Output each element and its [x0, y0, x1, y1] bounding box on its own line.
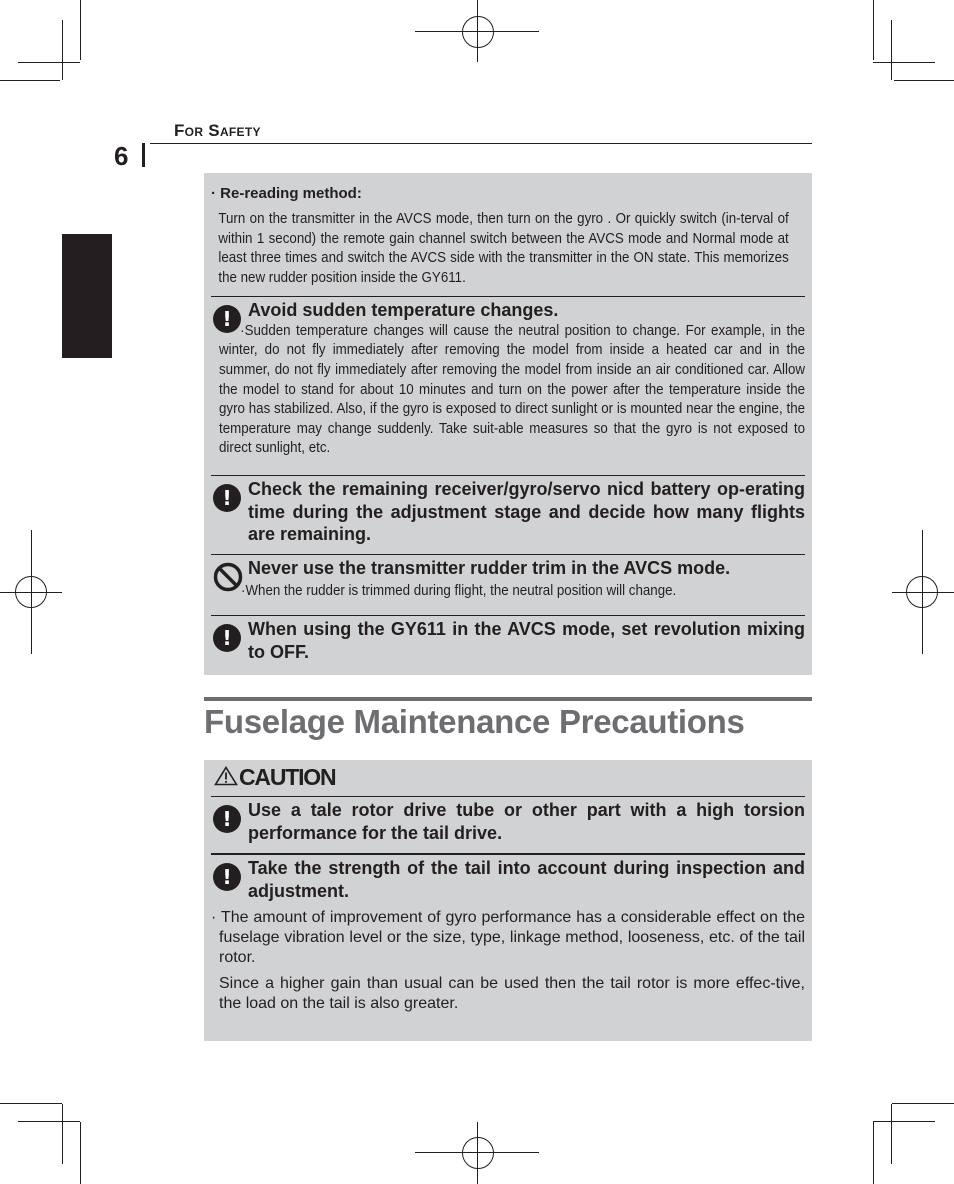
exclamation-icon: !	[213, 305, 241, 333]
caution-title: Use a tale rotor drive tube or other part with a high torsion performance for the tail drive.	[248, 800, 805, 843]
page-number-bar	[142, 143, 145, 167]
caution-tail-drive	[211, 796, 805, 853]
safety-notes-box	[204, 173, 812, 675]
warning-text: ·Sudden temperature changes will cause the neutral position to change. For example, in the winter, do not fly immediately after removing the model from inside a heated car and in the summer, do not fly immediately after removing the model from inside an air conditioned car. Allow the model to stand for about 10 minutes and turn on the power after the temperature inside the gyro has stabilized. Also, if the gyro is exposed to direct sunlight or is mounted near the engine, the temperature may change suddenly. Take suit-able measures so that the gyro is not exposed to direct sunlight, etc.	[219, 322, 806, 457]
crop-mark	[0, 80, 60, 81]
registration-circle	[462, 1137, 494, 1169]
rereading-text: Turn on the transmitter in the AVCS mode, then turn on the gyro . Or quickly switch (in-terval of within 1 second) the remote gain channel switch between the AVCS mode and Normal mode at least three times and switch the AVCS side with the transmitter in the ON state. This memorizes the new rudder position inside the GY611.	[218, 211, 789, 286]
caution-title: Take the strength of the tail into account during inspection and adjustment.	[248, 858, 805, 901]
registration-circle	[15, 576, 47, 608]
warning-title: Avoid sudden temperature changes.	[248, 300, 559, 321]
warning-revolution-mixing	[211, 615, 805, 672]
crop-mark	[873, 1122, 874, 1184]
prohibit-icon	[213, 562, 243, 592]
crop-mark	[892, 1103, 954, 1104]
caution-text: Since a higher gain than usual can be used then the tail rotor is more effec-tive, the load on the tail is also greater.	[219, 975, 805, 1012]
warning-rudder-trim	[211, 554, 805, 615]
warning-text: ·When the rudder is trimmed during flight, the neutral position will change.	[241, 582, 677, 599]
exclamation-icon: !	[213, 863, 241, 891]
warning-battery	[211, 475, 805, 554]
registration-circle	[462, 16, 494, 48]
crop-mark	[62, 20, 63, 80]
warning-title: Never use the transmitter rudder trim in the AVCS mode.	[248, 558, 731, 579]
crop-mark	[891, 1104, 892, 1164]
crop-mark	[873, 62, 935, 63]
caution-tail-strength	[211, 853, 805, 1014]
caution-text: · The amount of improvement of gyro performance has a considerable effect on the fuselage vibration level or the size, type, linkage method, looseness, etc. of the tail rotor.	[211, 909, 805, 966]
warning-title: When using the GY611 in the AVCS mode, set revolution mixing to OFF.	[248, 619, 805, 662]
warning-triangle-icon	[214, 766, 238, 786]
crop-mark	[80, 0, 81, 60]
page-title: Fuselage Maintenance Precautions	[204, 697, 812, 741]
warning-temperature	[211, 296, 805, 475]
crop-mark	[894, 80, 954, 81]
crop-mark	[80, 1122, 81, 1184]
crop-mark	[891, 20, 892, 80]
crop-mark	[18, 1121, 80, 1122]
header-rule	[150, 143, 812, 144]
page-number: 6	[114, 141, 129, 171]
crop-mark	[18, 62, 80, 63]
caution-header	[211, 760, 805, 796]
warning-title: Check the remaining receiver/gyro/servo nicd battery op-erating time during the adjustment stage and decide how many flights are remaining.	[248, 479, 805, 545]
side-tab	[62, 234, 112, 358]
caution-label: CAUTION	[239, 764, 336, 790]
caution-box	[204, 760, 812, 1041]
exclamation-icon: !	[213, 805, 241, 833]
exclamation-icon: !	[213, 624, 241, 652]
crop-mark	[0, 1103, 62, 1104]
rereading-title: · Re-reading method:	[211, 185, 362, 202]
crop-mark	[62, 1104, 63, 1164]
crop-mark	[873, 0, 874, 60]
exclamation-icon: !	[213, 484, 241, 512]
registration-circle	[906, 576, 938, 608]
crop-mark	[873, 1121, 935, 1122]
section-header: For Safety	[174, 121, 261, 140]
